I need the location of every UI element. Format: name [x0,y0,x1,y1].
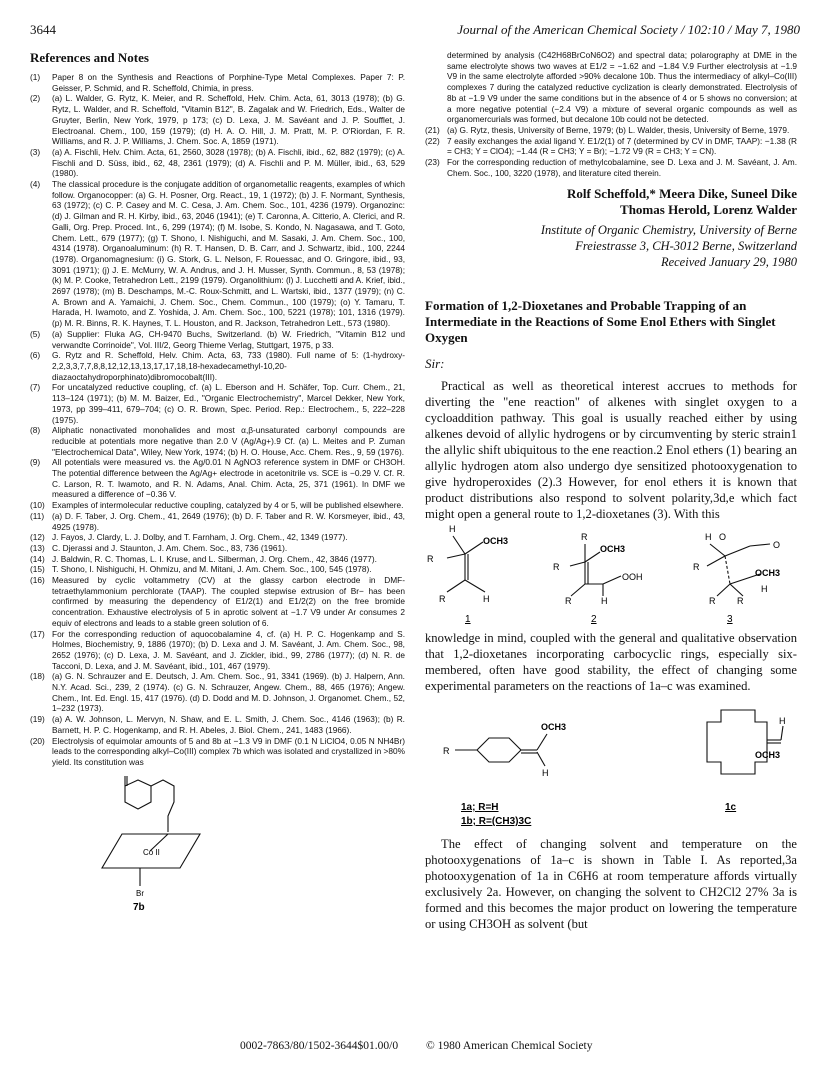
s3-och3-label: OCH3 [755,568,781,579]
s1-r-label-2: R [439,594,446,605]
reference-item [30,457,405,500]
compound-label-7b: 7b [133,901,145,912]
reference-item [30,564,405,575]
reference-text: (a) Supplier: Fluka AG, CH-9470 Buchs, Switzerland. (b) W. Friedrich, "Vitamin B12 und verwandte Corrinoide", Vol. III/2, Georg Thieme Verlag, Stuttgart, 1975, p 33. [52,328,405,350]
article-title: Formation of 1,2-Dioxetanes and Probable Trapping of an Intermediate in the Reactions of Some Enol Ethers with Singlet Oxygen [425,298,776,346]
s1a-och3-label: OCH3 [541,722,567,733]
reference-text: 7 easily exchanges the axial ligand Y. E1/2(1) of 7 (determined by CV in DMF, TAAP): −1.38 (R = CH3; Y = ClO4); −1.44 (R = CH3; Y = Br); −1.72 V9 (R = CH3; Y = CN). [447,135,797,157]
reference-number: (14) [30,553,45,564]
reference-list-continued [425,50,797,178]
s2-ooh-label: OOH [622,572,643,583]
authors-line-2: Thomas Herold, Lorenz Walder [620,202,797,218]
reference-text: G. Rytz and R. Scheffold, Helv. Chim. Acta, 63, 733 (1980). Full name of 5: (1-hydroxy-2,2,3,3,7,7,8,8,12,12,13,13,17,17,18,18-hexadecamethyl-10,20-diazaoctahydroporphinato)dibromocobalt(III). [52,350,405,382]
received-date: Received January 29, 1980 [660,255,797,270]
reference-number: (2) [30,93,41,104]
reference-text: For the corresponding reduction of aquocobalamine 4, cf. (a) H. P. C. Hogenkamp and S. Holmes, Biochemistry, 9, 1886 (1970); (b) D. Lexa and J. M. Savéant, J. Am. Chem. Soc., 98, 2652 (1976); (c) D. Lexa, J. M. Savéant, and J. Zickler, ibid., 99, 2786 (1977); (d) N. R. de Tacconi, D. Lexa, and J. M. Savéant, ibid., 101, 467 (1979). [52,628,405,671]
reference-number: (6) [30,350,41,361]
large-ring-top [707,710,767,740]
reference-text: (a) A. W. Johnson, L. Mervyn, N. Shaw, and E. L. Smith, J. Chem. Soc., 4146 (1963); (b) R. Barnett, H. P. C. Hogenkamp, and R. H. Abeles, J. Biol. Chem., 241, 1483 (1966). [52,714,405,735]
reference-number: (12) [30,532,45,543]
s3-r-label-2: R [709,596,716,607]
reference-number: (17) [30,628,45,639]
journal-running-head: Journal of the American Chemical Society / 102:10 / May 7, 1980 [457,22,800,37]
reference-text: J. Fayos, J. Clardy, L. J. Dolby, and T. Farnham, J. Org. Chem., 42, 1349 (1977). [52,532,348,543]
reference-item [30,543,405,554]
s3-h-label: H [705,532,712,543]
reference-item [30,179,405,329]
reference-item [30,425,405,457]
compound-label-3: 3 [727,614,733,626]
affiliation [425,222,797,270]
authors-line-1: Rolf Scheffold,* Meera Dike, Suneel Dike [566,186,797,202]
references-heading: References and Notes [30,50,149,65]
reference-text: (a) G. N. Schrauzer and E. Deutsch, J. Am. Chem. Soc., 91, 3341 (1969). (b) J. Halpern, Ann. N.Y. Acad. Sci., 239, 2 (1974). (c) G. N. Schrauzer, Angew. Chem., 88, 465 (1976); Angew. Chem., Int. Ed. Engl. 15, 417 (1976). (d) D. Dodd and M. D. Johnson, J. Organomet. Chem., 52, 1–232 (1973). [52,671,405,714]
reference-item [30,714,405,735]
reference-number: (3) [30,146,41,157]
footer-code: 0002-7863/80/1502-3644$01.00/0 [240,1040,399,1052]
reference-number: (19) [30,714,45,725]
reference-item [30,382,405,425]
ketone-ring [125,780,151,809]
article-body-2 [425,630,797,694]
reference-item [30,575,405,629]
reference-number: (4) [30,179,41,190]
cyclohexane-ring [477,738,521,762]
s1c-h-label: H [779,716,786,727]
reference-item [30,554,405,565]
s2-r-label-1: R [581,532,588,543]
reference-item [30,329,405,350]
affiliation-line-2: Freiestrasse 3, CH-3012 Berne, Switzerland [575,239,797,254]
s1-h-label-2: H [483,594,490,605]
s1-r-label-1: R [427,554,434,565]
reference-number: (8) [30,425,41,436]
reference-number: (22) [425,135,440,146]
left-column [30,50,405,912]
reference-number: (1) [30,72,41,82]
reference-text: The classical procedure is the conjugate addition of organometallic reagents, examples of which follow. Organocopper: (a) G. H. Posner, Org. React., 19, 1 (1972); (b) J. F. Normant, Synthesis, 63 (1972); (c) C. P. Casey and M. C. Cesa, J. Am. Chem. Soc., 101, 4236 (1979). Organozinc: (d) J. Gilman and R. H. Kirby, ibid., 63, 2046 (1941); (e) T. Caronna, A. Citterio, A. Clerici, and R. Galli, Org. Prep. Proced. Int., 6, 299 (1974); (f) M. Isobe, S. Kondo, N. Nagasawa, and T. Goto, Chem. Lett., 679 (1977); (g) T. Shono, I. Nishiguchi, and M. Sasaki, J. Am. Chem. Soc., 100, 4314 (1978). Organoaluminum: (h) R. T. Hansen, D. B. Carr, and J. Schwartz, ibid., 100, 2244 (1978). Organomagnesium: (i) G. Stork, G. L. Nelson, F. Rouessac, and O. Gringore, ibid., 93, 3091 (1971); (j) J. E. McMurry, W. A. Andrus, and J. H. Musser, Synth. Commun., 8, 53 (1978); (k) M. P. Cooke, Tetrahedron Lett., 2199 (1979). Organolithium: (l) J. Lucchetti and A. Krief, ibid., 2697 (1978); (m) B. Deschamps, M.-C. Roux-Schmitt, and L. Wartski, ibid., 1377 (1979); (n) C. A. Brown and A. Yamaichi, J. Chem. Soc., Chem. Commun., 100 (1979); (o) Y. Tamaru, T. Harada, H. Iwamoto, and Z. Yoshida, J. Am. Chem. Soc., 100, 5221 (1978); 101, 1316 (1979). (p) M. R. Binns, R. K. Haynes, T. L. Houston, and R. Jackson, Tetrahedron Lett., 573 (1980). [52,179,405,329]
reference-text: Electrolysis of equimolar amounts of 5 and 8b at −1.3 V9 in DMF (0.1 N LiClO4, 0.05 N NH4Br) leads to the corresponding alkyl–Co(III) complex 7b which was isolated and crystallized in >80% yield. Its constitution was [52,735,405,767]
reference-number: (10) [30,500,45,511]
reference-text: For uncatalyzed reductive coupling, cf. (a) L. Eberson and H. Schäfer, Top. Curr. Chem., 21, 113–124 (1971); (b) M. M. Baizer, Ed., "Organic Electrochemistry", Marcel Dekker, New York, 1973, pp 399–411, 679–704; (c) O. R. Brown, Spec. Period. Rep.: Electrochem., 5, 222–228 (1975). [52,382,405,425]
compound-label-1: 1 [465,614,471,626]
reference-text: (a) A. Fischli, Helv. Chim. Acta, 61, 2560, 3028 (1978); (b) A. Fischli, ibid., 62, 882 (1979); (c) A. Fischli and D. Süss, ibid., 62, 48, 2361 (1979); (d) A. Fischli and P. M. Müller, ibid., 63, 529 (1980). [52,146,405,179]
reference-number: (11) [30,510,45,521]
footer-copyright: © 1980 American Chemical Society [426,1040,593,1052]
reference-text: Paper 8 on the Synthesis and Reactions of Porphine-Type Metal Complexes. Paper 7: P. Geisser, P. Schmid, and R. Scheffold, Chimia, in press. [52,72,405,93]
reference-number: (9) [30,457,41,468]
reference-number: (16) [30,575,45,586]
s2-och3-label: OCH3 [600,544,626,555]
reference-text: T. Shono, I. Nishiguchi, H. Ohmizu, and M. Mitani, J. Am. Chem. Soc., 100, 545 (1978). [52,564,372,575]
article-body-3 [425,836,797,932]
bromine-label: Br [136,888,144,898]
s2-r-label-3: R [565,596,572,607]
reference-item [30,532,405,543]
right-column [425,50,797,932]
paragraph-1: Practical as well as theoretical interest accrues to methods for diverting the "ene reaction" of alkenes with singlet oxygen to a cycloaddition pathway. This goal is usually reached either by using alkenes devoid of allylic hydrogens or by circumventing by steric strain1 the allylic shift ubiquitous to the ene reaction.2 Enol ethers (1) bearing an allylic hydrogen atom also undergo dye sensitized photooxygenation to give hydroperoxides (2).3 However, for enol ethers it is known that product distributions also respond to solvent polarity,3d,e which fact might open a general route to 1,2-dioxetanes (3). With this [425,379,797,522]
s1a-r-label: R [443,746,450,757]
reference-number: (21) [425,124,440,135]
scheme-structures-1-2-3 [425,522,797,630]
reference-number: (13) [30,542,45,553]
reference-item [30,500,405,511]
reference-item [30,93,405,147]
reference-item [30,511,405,532]
s2-r-label-2: R [553,562,560,573]
reference-item [425,136,797,157]
reference-number: (20) [30,735,45,746]
reference-item [30,350,405,382]
structure-7b [30,772,405,912]
reference-text: For the corresponding reduction of methylcobalamine, see D. Lexa and J. M. Savéant, J. Am. Chem. Soc., 100, 3220 (1978), and literature cited therein. [447,157,797,178]
s2-h-label: H [601,596,608,607]
ref-20-continuation: determined by analysis (C42H68BrCoN6O2) and spectral data; polarography at DME in the same electrolyte shows two waves at E1/2 = −1.62 and −1.84 V.9 Further electrolysis at −1.9 V9 in the same electrolyte afforded >90% decalone 10b. Thus the intermediacy of alkyl–Co(III) complexes 7 during the catalyzed reductive cyclization is clearly demonstrated. Electrolysis of 8b at −1.9 V9 under the same conditions but in the absence of 4 or 5 shows no conversion; at a more negative potential (−2.4 V9) a mixture of several organic compounds as well as organomercurials was formed, but decalone 10b could not be detected. [447,50,797,125]
s1a-h-label: H [542,768,549,779]
reference-text: All potentials were measured vs. the Ag/0.01 N AgNO3 reference system in DMF or CH3OH. The potential difference between the Ag/Ag+ electrode in acetonitrile vs. SCE is −0.29 V. Cf. R. C. Larson, R. T. Iwamoto, and R. N. Adams, Anal. Chim. Acta, 25, 371 (1961). In DMF we measured a difference of −0.36 V. [52,457,405,500]
s3-h-label-2: H [761,584,768,595]
reference-list [30,72,405,768]
compound-label-1a: 1a; R=H [461,802,499,814]
compound-label-1c: 1c [725,802,737,814]
reference-number: (23) [425,157,440,168]
reference-text: (a) D. F. Taber, J. Org. Chem., 41, 2649 (1976); (b) D. F. Taber and R. W. Korsmeyer, ibid., 43, 4925 (1978). [52,510,405,532]
s1c-och3-label: OCH3 [755,750,781,761]
reference-text: Examples of intermolecular reductive coupling, catalyzed by 4 or 5, will be published elsewhere. [52,500,404,511]
reference-text: (a) G. Rytz, thesis, University of Berne, 1979; (b) L. Walder, thesis, University of Berne, 1979. [447,124,790,135]
reference-item [425,157,797,178]
reference-text: Aliphatic nonactivated monohalides and most α,β-unsaturated carbonyl compounds are reducible at potentials more negative than 2.0 V (Ag/Ag+).9 Cf. (a) L. Meites and P. Zuman "Electrochemical Data", Wiley, New York, 1974; (b) H. O. House, Acc. Chem. Res., 9, 59 (1976). [52,425,405,457]
reference-text: (a) L. Walder, G. Rytz, K. Meier, and R. Scheffold, Helv. Chim. Acta, 61, 3013 (1978); (b) G. Rytz, L. Walder, and R. Scheffold, "Vitamin B12", B. Zagalak and W. Friedrich, Eds., Walter de Gruyter, Berlin, New York, 1979, p 173; (c) D. Lexa, J. M. Savéant and J. P. Soufflet, J. Electroanal. Chem., 100, 159 (1979); (d) H. A. O. Hill, J. M. Pratt, M. P. O'Riordan, F. R. Williams, and R. J. P. Williams, J. Chem. Soc. A, 1859 (1971). [52,93,405,147]
paragraph-3: The effect of changing solvent and temperature on the photooxygenations of 1a–c is shown in Table I. As reported,3a photooxygenation of 1a in C6H6 at room temperature affords virtually exclusively 2a. However, on changing the solvent to CH2Cl2 27% 3a is formed and this becomes the major product on lowering the temperature or using CH3OH as solvent (but [425,837,797,932]
s3-o-label-2: O [773,540,781,551]
reference-text: J. Baldwin, R. C. Thomas, L. I. Kruse, and L. Silberman, J. Org. Chem., 42, 3846 (1977). [52,553,377,564]
cobalt-label: Co II [143,847,160,857]
s3-r-label-3: R [737,596,744,607]
reference-number: (5) [30,328,41,339]
reference-text: Measured by cyclic voltammetry (CV) at the glassy carbon electrode in DMF-tetraethylammonium perchlorate (TAAP). The coupled stepwise extrusion of Br− has been confirmed by measuring the dependency of E1/2(1) and E1/2(2) on the free bromide concentration. Exhaustive electrolysis of 5 in aprotic solvent at −1.7 V9 under Ar consumes 2 equiv of electrons and leads to a stable green solution of 6. [52,575,405,628]
author-list [425,186,797,218]
page-number: 3644 [30,22,56,37]
reference-number: (18) [30,671,45,682]
affiliation-line-1: Institute of Organic Chemistry, University of Berne [540,223,797,238]
s3-r-label-1: R [693,562,700,573]
compound-label-1b: 1b; R=(CH3)3C [461,816,532,828]
paragraph-2: knowledge in mind, coupled with the general and qualitative observation that 1,2-dioxetanes incorporating carbocyclic rings, especially six-membered, often have good stability, the effect of changing some experimental parameters on the reactions of 1a–c was examined. [425,631,797,694]
reference-item [425,125,797,136]
reference-text: C. Djerassi and J. Staunton, J. Am. Chem. Soc., 83, 736 (1961). [52,542,288,553]
compound-label-2: 2 [591,614,597,626]
article-body [425,378,797,522]
reference-item [30,736,405,768]
s1-h-label: H [449,524,456,535]
salutation: Sir: [425,356,445,372]
reference-item [30,629,405,672]
reference-item [30,72,405,93]
reference-item [30,147,405,179]
scheme-structures-1a-1b-1c [425,700,797,830]
reference-item [30,671,405,714]
s3-o-label-1: O [719,532,727,543]
reference-number: (15) [30,564,45,575]
reference-number: (7) [30,382,41,393]
alkyl-chain [151,780,174,832]
s1-och3-label: OCH3 [483,536,509,547]
